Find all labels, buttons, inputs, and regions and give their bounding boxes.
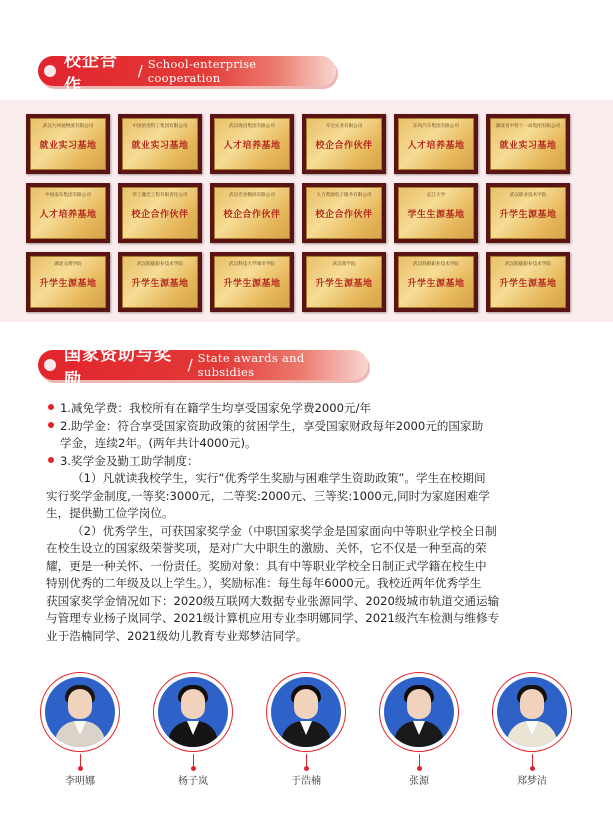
plaque-title: 人才培养基地 <box>407 140 465 151</box>
photo-ring <box>266 672 346 752</box>
banner-hole-decoration <box>44 65 56 77</box>
section-banner <box>38 345 368 390</box>
plaque-panel <box>0 100 613 322</box>
student-photo <box>384 677 454 747</box>
plaque-title: 校企合作伙伴 <box>315 209 373 220</box>
student-card <box>40 672 120 787</box>
plaque-org: 人力资源电子服务有限公司 <box>316 193 372 198</box>
policy-text-line: （1）凡就读我校学生，实行“优秀学生奖励与困难学生资助政策”。学生在校期间 <box>72 471 486 485</box>
policy-text-line: 在校生设立的国家级荣誉奖项，是对广大中职生的激励、关怀，它不仅是一种至高的荣 <box>46 541 487 555</box>
plaque-face <box>490 256 566 308</box>
photo-face <box>407 689 431 719</box>
plaque-face <box>490 187 566 239</box>
plaque-face <box>306 256 382 308</box>
plaque <box>486 114 570 174</box>
student-card <box>492 672 572 787</box>
student-card <box>379 672 459 787</box>
section-title-en: School-enterprise cooperation <box>147 57 257 85</box>
connector-tick <box>306 754 307 766</box>
title-separator: / <box>187 356 193 374</box>
plaque-title: 升学生源基地 <box>407 278 465 289</box>
plaque <box>394 252 478 312</box>
plaque-face <box>398 256 474 308</box>
plaque-title: 升学生源基地 <box>223 278 281 289</box>
student-photo <box>45 677 115 747</box>
plaque-org: 开达实业有限公司 <box>325 124 363 129</box>
plaque-org: 武汉光谷数码有限公司 <box>229 193 275 198</box>
policy-text-line: （2）优秀学生，可获国家奖学金（中职国家奖学金是国家面向中等职业学校全日制 <box>72 523 497 538</box>
connector-tick <box>532 754 533 766</box>
plaque-title: 升学生源基地 <box>131 278 189 289</box>
student-photo <box>158 677 228 747</box>
plaque-title: 升学生源基地 <box>315 278 373 289</box>
student-gallery <box>40 672 580 802</box>
photo-ring <box>40 672 120 752</box>
title-separator: / <box>137 62 143 80</box>
plaque-face <box>398 187 474 239</box>
plaque <box>302 252 386 312</box>
plaque-org: 武汉职业技术学院 <box>509 193 547 198</box>
plaque <box>26 114 110 174</box>
policy-text-line: 3.奖学金及勤工助学制度： <box>60 453 199 468</box>
bullet-dot-icon <box>48 457 54 463</box>
plaque-title: 就业实习基地 <box>131 140 189 151</box>
photo-face <box>181 689 205 719</box>
plaque-title: 校企合作伙伴 <box>315 140 373 151</box>
plaque-org: 武汉海昌集团有限公司 <box>229 124 275 129</box>
policy-text-line: 耀，更是一种关怀、一份责任。奖励对象：具有中等职业学校全日制正式学籍在校生中 <box>46 558 487 573</box>
plaque-org: 武汉船舶职业技术学院 <box>505 262 551 267</box>
plaque-title: 人才培养基地 <box>39 209 97 220</box>
plaque-org: 武汉商学院 <box>332 262 356 267</box>
plaque-org: 中国南车集团有限公司 <box>45 193 91 198</box>
plaque-org: 武汉铁路职业技术学院 <box>413 262 459 267</box>
policy-text-line: 获国家奖学金情况如下：2020级互联网大数据专业张源同学、2020级城市轨道交通运输 <box>46 593 500 608</box>
plaque-face <box>30 187 106 239</box>
connector-tick <box>419 754 420 766</box>
section-title-en: State awards and subsidies <box>197 351 305 379</box>
section-title-cn: 校企合作 <box>64 51 118 96</box>
plaque-face <box>214 256 290 308</box>
plaque-face <box>490 118 566 170</box>
photo-ring <box>153 672 233 752</box>
plaque-org: 湖北省中铁十一局集团有限公司 <box>495 124 561 129</box>
policy-text-line: 生，提供勤工俭学岗位。 <box>46 506 174 520</box>
plaque-title: 升学生源基地 <box>499 209 557 220</box>
policy-text-line: 业于浩楠同学、2021级幼儿教育专业郑梦洁同学。 <box>46 628 308 643</box>
plaque-face <box>122 256 198 308</box>
policy-item-grant <box>60 418 580 436</box>
photo-ring <box>379 672 459 752</box>
plaque-grid <box>26 114 570 312</box>
plaque-org: 中国冶金科工集团有限公司 <box>132 124 188 129</box>
plaque-org: 东风汽车集团有限公司 <box>413 124 459 129</box>
plaque-face <box>306 187 382 239</box>
photo-face <box>520 689 544 719</box>
plaque <box>394 114 478 174</box>
connector-tick <box>193 754 194 766</box>
bullet-dot-icon <box>48 404 54 410</box>
photo-face <box>294 689 318 719</box>
plaque-org: 长江大学 <box>426 193 446 198</box>
plaque-face <box>398 118 474 170</box>
student-card <box>266 672 346 787</box>
plaque <box>26 183 110 243</box>
policy-text-line: 2.助学金：符合享受国家资助政策的贫困学生，享受国家财政每年2000元的国家助 <box>60 418 484 433</box>
connector-tick <box>80 754 81 766</box>
policy-text-line: 特别优秀的二年级及以上学生。），奖励标准：每生每年6000元。我校近两年优秀学生 <box>46 576 482 590</box>
photo-ring <box>492 672 572 752</box>
student-name: 于浩楠 <box>291 776 321 787</box>
student-name: 杨子岚 <box>178 776 208 787</box>
plaque-title: 就业实习基地 <box>39 140 97 151</box>
section-title-cn: 国家资助与奖励 <box>64 345 172 390</box>
plaque-face <box>306 118 382 170</box>
student-photo <box>497 677 567 747</box>
plaque <box>486 252 570 312</box>
plaque-title: 校企合作伙伴 <box>131 209 189 220</box>
plaque <box>302 114 386 174</box>
plaque-org: 武汉九州通物流有限公司 <box>42 124 94 129</box>
plaque <box>118 252 202 312</box>
policy-text-line: 学金，连续2年。(两年共计4000元)。 <box>60 436 257 450</box>
plaque <box>302 183 386 243</box>
photo-face <box>68 689 92 719</box>
student-card <box>153 672 233 787</box>
student-photo <box>271 677 341 747</box>
plaque-face <box>122 118 198 170</box>
plaque <box>210 183 294 243</box>
banner-hole-decoration <box>44 359 56 371</box>
plaque-title: 人才培养基地 <box>223 140 281 151</box>
plaque-title: 就业实习基地 <box>499 140 557 151</box>
policy-text <box>46 400 580 645</box>
bullet-dot-icon <box>48 422 54 428</box>
plaque-face <box>30 256 106 308</box>
policy-text-line: 实行奖学金制度,一等奖:3000元，二等奖:2000元、三等奖:1000元,同时为家庭困难学 <box>46 488 490 503</box>
plaque-org: 湖北文理学院 <box>54 262 82 267</box>
plaque-org: 武汉科技大学城市学院 <box>229 262 275 267</box>
student-name: 张源 <box>409 776 429 787</box>
section-banner <box>38 51 336 96</box>
plaque <box>486 183 570 243</box>
policy-text-line: 与管理专业杨子岚同学、2021级计算机应用专业李明娜同学、2021级汽车检测与维修专 <box>46 611 500 625</box>
policy-item-scholarship <box>60 453 580 471</box>
plaque <box>118 114 202 174</box>
plaque-title: 学生生源基地 <box>407 209 465 220</box>
plaque <box>210 252 294 312</box>
plaque <box>26 252 110 312</box>
plaque <box>118 183 202 243</box>
plaque-face <box>122 187 198 239</box>
plaque-face <box>214 187 290 239</box>
plaque-org: 华工激光工程有限责任公司 <box>132 193 188 198</box>
plaque-org: 武汉船舶职业技术学院 <box>137 262 183 267</box>
plaque-face <box>30 118 106 170</box>
student-name: 李明娜 <box>65 776 95 787</box>
student-name: 郑梦洁 <box>517 776 547 787</box>
plaque-title: 升学生源基地 <box>39 278 97 289</box>
plaque-title: 校企合作伙伴 <box>223 209 281 220</box>
policy-text-line: 1.减免学费：我校所有在籍学生均享受国家免学费2000元/年 <box>60 401 372 415</box>
plaque-face <box>214 118 290 170</box>
plaque-title: 升学生源基地 <box>499 278 557 289</box>
section-header-cooperation <box>38 51 336 96</box>
section-header-awards <box>38 345 368 390</box>
policy-item-tuition <box>60 400 580 418</box>
plaque <box>394 183 478 243</box>
plaque <box>210 114 294 174</box>
